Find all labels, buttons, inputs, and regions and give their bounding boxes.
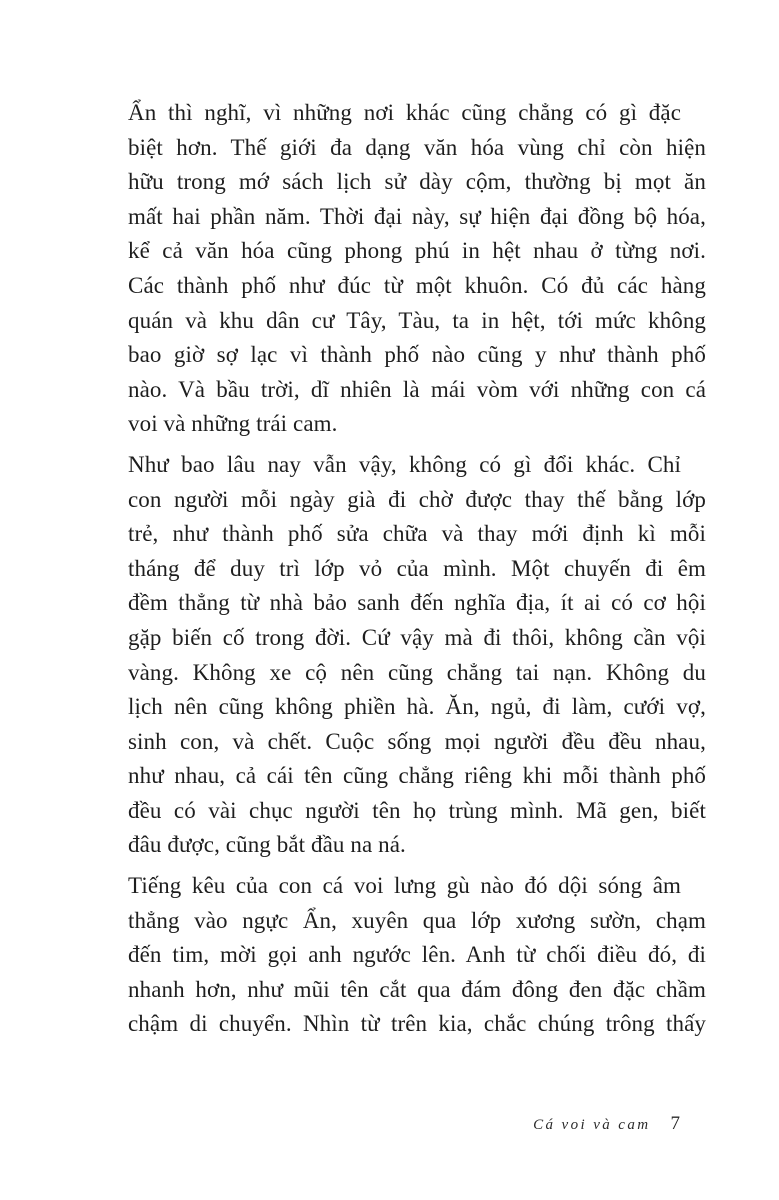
text-line: Như bao lâu nay vẫn vậy, không có gì đổi khác. Chỉ	[128, 451, 681, 477]
text-line: tháng để duy trì lớp vỏ của mình. Một chuyến đi êm	[128, 555, 707, 581]
text-line: Tiếng kêu của con cá voi lưng gù nào đó dội sóng âm	[128, 873, 682, 899]
text-line: đến tim, mời gọi anh ngước lên. Anh từ chối điều đó, đi	[128, 942, 707, 968]
body-text	[103, 96, 707, 1048]
text-line: nào. Và bầu trời, dĩ nhiên là mái vòm với những con cá	[128, 376, 707, 402]
text-line: nhanh hơn, như mũi tên cắt qua đám đông đen đặc chầm	[128, 976, 707, 1002]
text-line: con người mỗi ngày già đi chờ được thay thế bằng lớp	[128, 486, 706, 512]
page-footer	[533, 1113, 680, 1135]
text-line: chậm di chuyển. Nhìn từ trên kia, chắc chúng trông thấy	[128, 1011, 707, 1037]
text-line: biệt hơn. Thế giới đa dạng văn hóa vùng chỉ còn hiện	[128, 134, 706, 160]
text-line: lịch nên cũng không phiền hà. Ăn, ngủ, đi làm, cưới vợ,	[128, 694, 706, 720]
paragraph-3	[103, 869, 707, 1042]
text-line: kể cả văn hóa cũng phong phú in hệt nhau ở từng nơi.	[128, 238, 706, 264]
text-line: sinh con, và chết. Cuộc sống mọi người đều đều nhau,	[128, 728, 706, 754]
text-line: quán và khu dân cư Tây, Tàu, ta in hệt, tới mức không	[128, 307, 707, 333]
text-line: đâu được, cũng bắt đầu na ná.	[128, 832, 406, 858]
text-line: như nhau, cả cái tên cũng chẳng riêng khi mỗi thành phố	[128, 763, 707, 789]
text-line: thẳng vào ngực Ẩn, xuyên qua lớp xương sườn, chạm	[128, 907, 707, 933]
text-line: gặp biến cố trong đời. Cứ vậy mà đi thôi, không cần vội	[128, 624, 706, 650]
paragraph-1	[103, 96, 707, 442]
text-line: trẻ, như thành phố sửa chữa và thay mới định kì mỗi	[128, 521, 706, 547]
text-line: Các thành phố như đúc từ một khuôn. Có đủ các hàng	[128, 272, 707, 298]
text-line: đều có vài chục người tên họ trùng mình. Mã gen, biết	[128, 797, 706, 823]
text-line: mất hai phần năm. Thời đại này, sự hiện đại đồng bộ hóa,	[128, 203, 706, 229]
paragraph-2	[103, 448, 707, 863]
text-line: đềm thẳng từ nhà bảo sanh đến nghĩa địa, ít ai có cơ hội	[128, 590, 706, 616]
page-number: 7	[670, 1113, 680, 1134]
text-line: voi và những trái cam.	[128, 411, 338, 437]
text-line: vàng. Không xe cộ nên cũng chẳng tai nạn. Không du	[128, 659, 706, 685]
running-title: Cá voi và cam	[533, 1117, 651, 1133]
text-line: hữu trong mớ sách lịch sử dày cộm, thường bị mọt ăn	[128, 169, 706, 195]
text-line: bao giờ sợ lạc vì thành phố nào cũng y như thành phố	[128, 342, 706, 368]
text-line: Ẩn thì nghĩ, vì những nơi khác cũng chẳng có gì đặc	[128, 100, 682, 125]
